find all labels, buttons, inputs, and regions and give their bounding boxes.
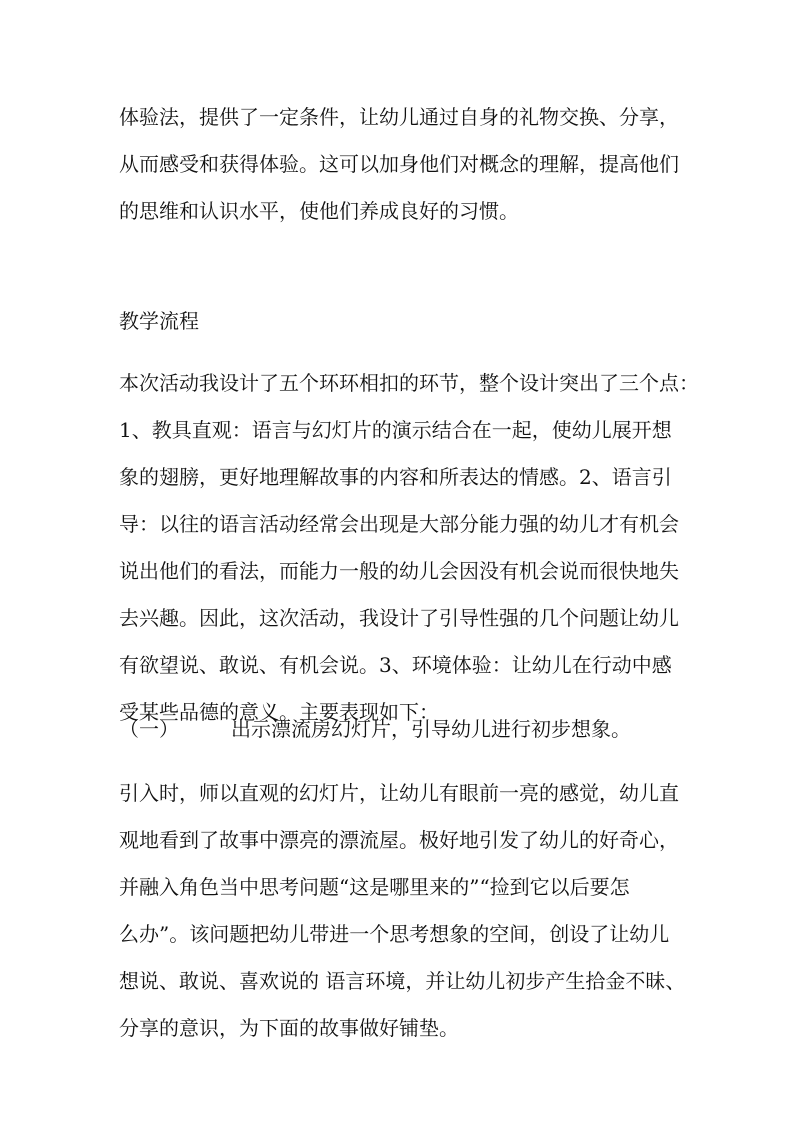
subheading-text: 出示漂流房幻灯片，引导幼儿进行初步想象。 <box>231 717 631 741</box>
section-heading <box>119 298 689 345</box>
text-line: 说出他们的看法，而能力一般的幼儿会因没有机会说而很快地失 <box>119 559 679 583</box>
paragraph-process <box>119 360 699 736</box>
text-line: 么办”。该问题把幼儿带进一个思考想象的空间，创设了让幼儿 <box>119 922 670 946</box>
paragraph-intro-activity <box>119 770 689 1052</box>
text-line: 想说、敢说、喜欢说的 语言环境，并让幼儿初步产生拾金不昧、 <box>119 969 686 993</box>
text-line: 引入时，师以直观的幻灯片，让幼儿有眼前一亮的感觉，幼儿直 <box>119 781 679 805</box>
text-line: 分享的意识，为下面的故事做好铺垫。 <box>119 1016 459 1040</box>
text-line: 有欲望说、敢说、有机会说。3、环境体验：让幼儿在行动中感 <box>119 653 672 677</box>
subheading-line <box>119 706 689 753</box>
text-line: 本次活动我设计了五个环环相扣的环节，整个设计突出了三个点： <box>119 371 699 395</box>
text-line: 导：以往的语言活动经常会出现是大部分能力强的幼儿才有机会 <box>119 512 679 536</box>
subheading-number: （一） <box>119 717 179 741</box>
heading-text: 教学流程 <box>119 309 199 333</box>
text-line: 去兴趣。因此，这次活动，我设计了引导性强的几个问题让幼儿 <box>119 606 679 630</box>
subsection-heading <box>119 706 689 753</box>
text-line: 受某些品德的意义。主要表现如下： <box>119 700 439 724</box>
text-line: 1、教具直观：语言与幻灯片的演示结合在一起，使幼儿展开想 <box>119 418 672 442</box>
text-line: 体验法，提供了一定条件，让幼儿通过自身的礼物交换、分享， <box>119 105 679 129</box>
text-line: 观地看到了故事中漂亮的漂流屋。极好地引发了幼儿的好奇心， <box>119 828 679 852</box>
text-line: 象的翅膀，更好地理解故事的内容和所表达的情感。2、语言引 <box>119 465 672 489</box>
text-line: 从而感受和获得体验。这可以加身他们对概念的理解，提高他们 <box>119 152 679 176</box>
text-line: 的思维和认识水平，使他们养成良好的习惯。 <box>119 199 519 223</box>
text-line: 并融入角色当中思考问题“这是哪里来的”“捡到它以后要怎 <box>119 875 630 899</box>
paragraph-intro <box>119 94 689 235</box>
